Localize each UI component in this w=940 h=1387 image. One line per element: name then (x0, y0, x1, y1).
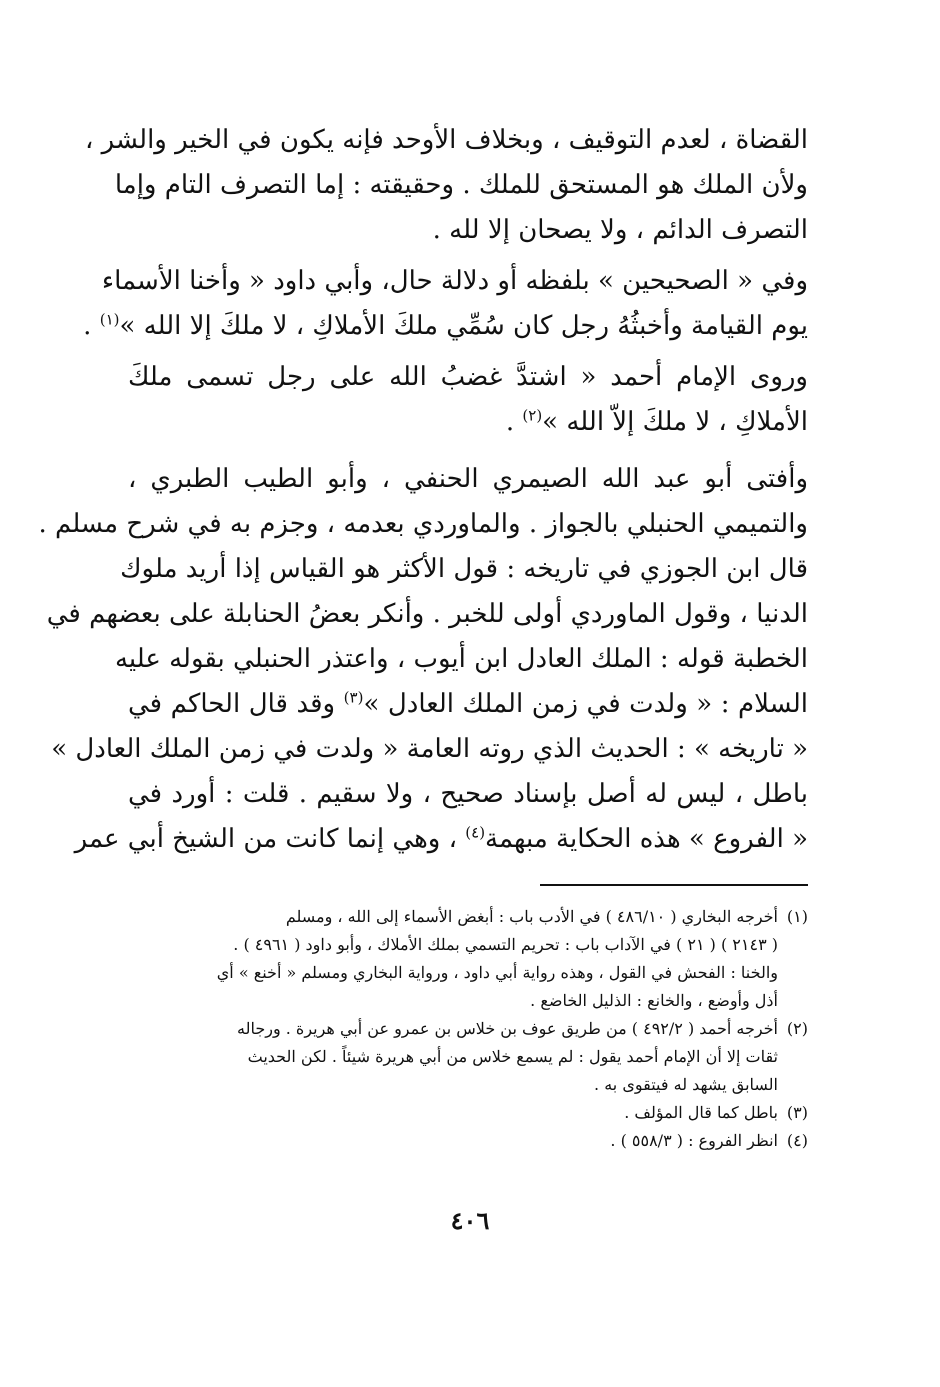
text-line: وأفتى أبو عبد الله الصيمري الحنفي ، وأبو الطيب الطبري ، (128, 464, 808, 494)
line-text: الأملاكِ ، لا ملكَ إلاّ الله » (542, 407, 808, 437)
footnote-line (128, 1127, 808, 1155)
paragraph-2 (83, 259, 808, 349)
line-text: ، وهي إنما كانت من الشيخ أبي عمر (74, 824, 466, 854)
text-line: الخطبة قوله : الملك العادل ابن أيوب ، واعتذر الحنبلي بقوله عليه (114, 644, 808, 674)
text-line: وروى الإمام أحمد « اشتدَّ غضبُ الله على رجل تسمى ملكَ (128, 362, 808, 392)
line-text: السلام : « ولدت في زمن الملك العادل » (363, 689, 808, 719)
footnote-2 (128, 1015, 808, 1099)
line-text: . (505, 407, 523, 437)
text-line: القضاة ، لعدم التوقيف ، وبخلاف الأوحد فإنه يكون في الخير والشر ، (84, 125, 808, 155)
line-text: وقد قال الحاكم في (128, 689, 344, 719)
main-text (38, 118, 808, 862)
footnote-marker: (٤) (465, 823, 486, 842)
footnote-line (128, 1015, 808, 1043)
footnote-divider (540, 884, 808, 886)
footnote-marker: (٣) (343, 688, 364, 707)
footnote-line (128, 1099, 808, 1127)
page-number: ٤٠٦ (450, 1206, 490, 1235)
footnote-text: أخرجه أحمد ( ٤٩٢/٢ ) من طريق عوف بن خلاس بن عمرو عن أبي هريرة . ورجاله (237, 1019, 778, 1038)
text-line: ولأن الملك هو المستحق للملك . وحقيقته : إما التصرف التام وإما (114, 170, 808, 200)
text-line: « تاريخه » : الحديث الذي روته العامة « ولدت في زمن الملك العادل » (51, 734, 808, 764)
footnote-marker: (٢) (522, 406, 543, 425)
footnote-marker: (١) (99, 310, 120, 329)
footnote-text: أخرجه البخاري ( ٤٨٦/١٠ ) في الأدب باب : أبغض الأسماء إلى الله ، ومسلم (285, 907, 778, 926)
footnote-line: والخنا : الفحش في القول ، وهذه رواية أبي داود ، ورواية البخاري ومسلم « أخنع » أي (216, 963, 778, 982)
footnote-number: (٢) (786, 1019, 808, 1038)
text-line (83, 304, 808, 349)
paragraph-4 (38, 457, 808, 862)
line-text: « الفروع » هذه الحكاية مبهمة (485, 824, 808, 854)
paragraph-1 (84, 118, 808, 253)
footnote-number: (٤) (786, 1131, 808, 1150)
line-text: . (83, 311, 100, 341)
footnote-line (128, 903, 808, 931)
text-line: الدنيا ، وقول الماوردي أولى للخبر . وأنكر بعضُ الحنابلة على بعضهم في (46, 599, 808, 629)
text-line: التصرف الدائم ، ولا يصحان إلا لله . (432, 215, 808, 245)
footnote-line: ثقات إلا أن الإمام أحمد يقول : لم يسمع خلاس من أبي هريرة شيئاً . لكن الحديث (247, 1047, 778, 1066)
text-line: باطل ، ليس له أصل بإسناد صحيح ، ولا سقيم . قلت : أورد في (128, 779, 808, 809)
footnote-line: ( ٢١٤٣ ) ( ٢١ ) في الآداب باب : تحريم التسمي بملك الأملاك ، وأبو داود ( ٤٩٦١ ) . (233, 935, 778, 954)
footnote-4 (128, 1127, 808, 1155)
text-line (128, 682, 808, 727)
footnote-number: (٣) (786, 1103, 808, 1122)
line-text: يوم القيامة وأخبثُهُ رجل كان سُمِّي ملكَ الأملاكِ ، لا ملكَ إلا الله » (119, 311, 808, 341)
paragraph-3 (128, 355, 808, 445)
footnote-line: السابق يشهد له فيتقوى به . (594, 1075, 778, 1094)
footnote-text: انظر الفروع : ( ٥٥٨/٣ ) . (610, 1131, 778, 1150)
footnote-number: (١) (786, 907, 808, 926)
text-line (128, 400, 808, 445)
footnote-1 (128, 903, 808, 1015)
text-line: قال ابن الجوزي في تاريخه : قول الأكثر هو القياس إذا أريد ملوك (120, 554, 808, 584)
text-line: والتميمي الحنبلي بالجواز . والماوردي بعدمه ، وجزم به في شرح مسلم . (38, 509, 808, 539)
footnote-3 (128, 1099, 808, 1127)
text-line (74, 817, 808, 862)
footnotes (128, 903, 808, 1155)
footnote-text: باطل كما قال المؤلف . (624, 1103, 778, 1122)
footnote-line: أذل وأوضع ، والخانع : الذليل الخاضع . (530, 991, 778, 1010)
text-line: وفي « الصحيحين » بلفظه أو دلالة حال، وأبي داود « وأخنا الأسماء (101, 266, 808, 296)
